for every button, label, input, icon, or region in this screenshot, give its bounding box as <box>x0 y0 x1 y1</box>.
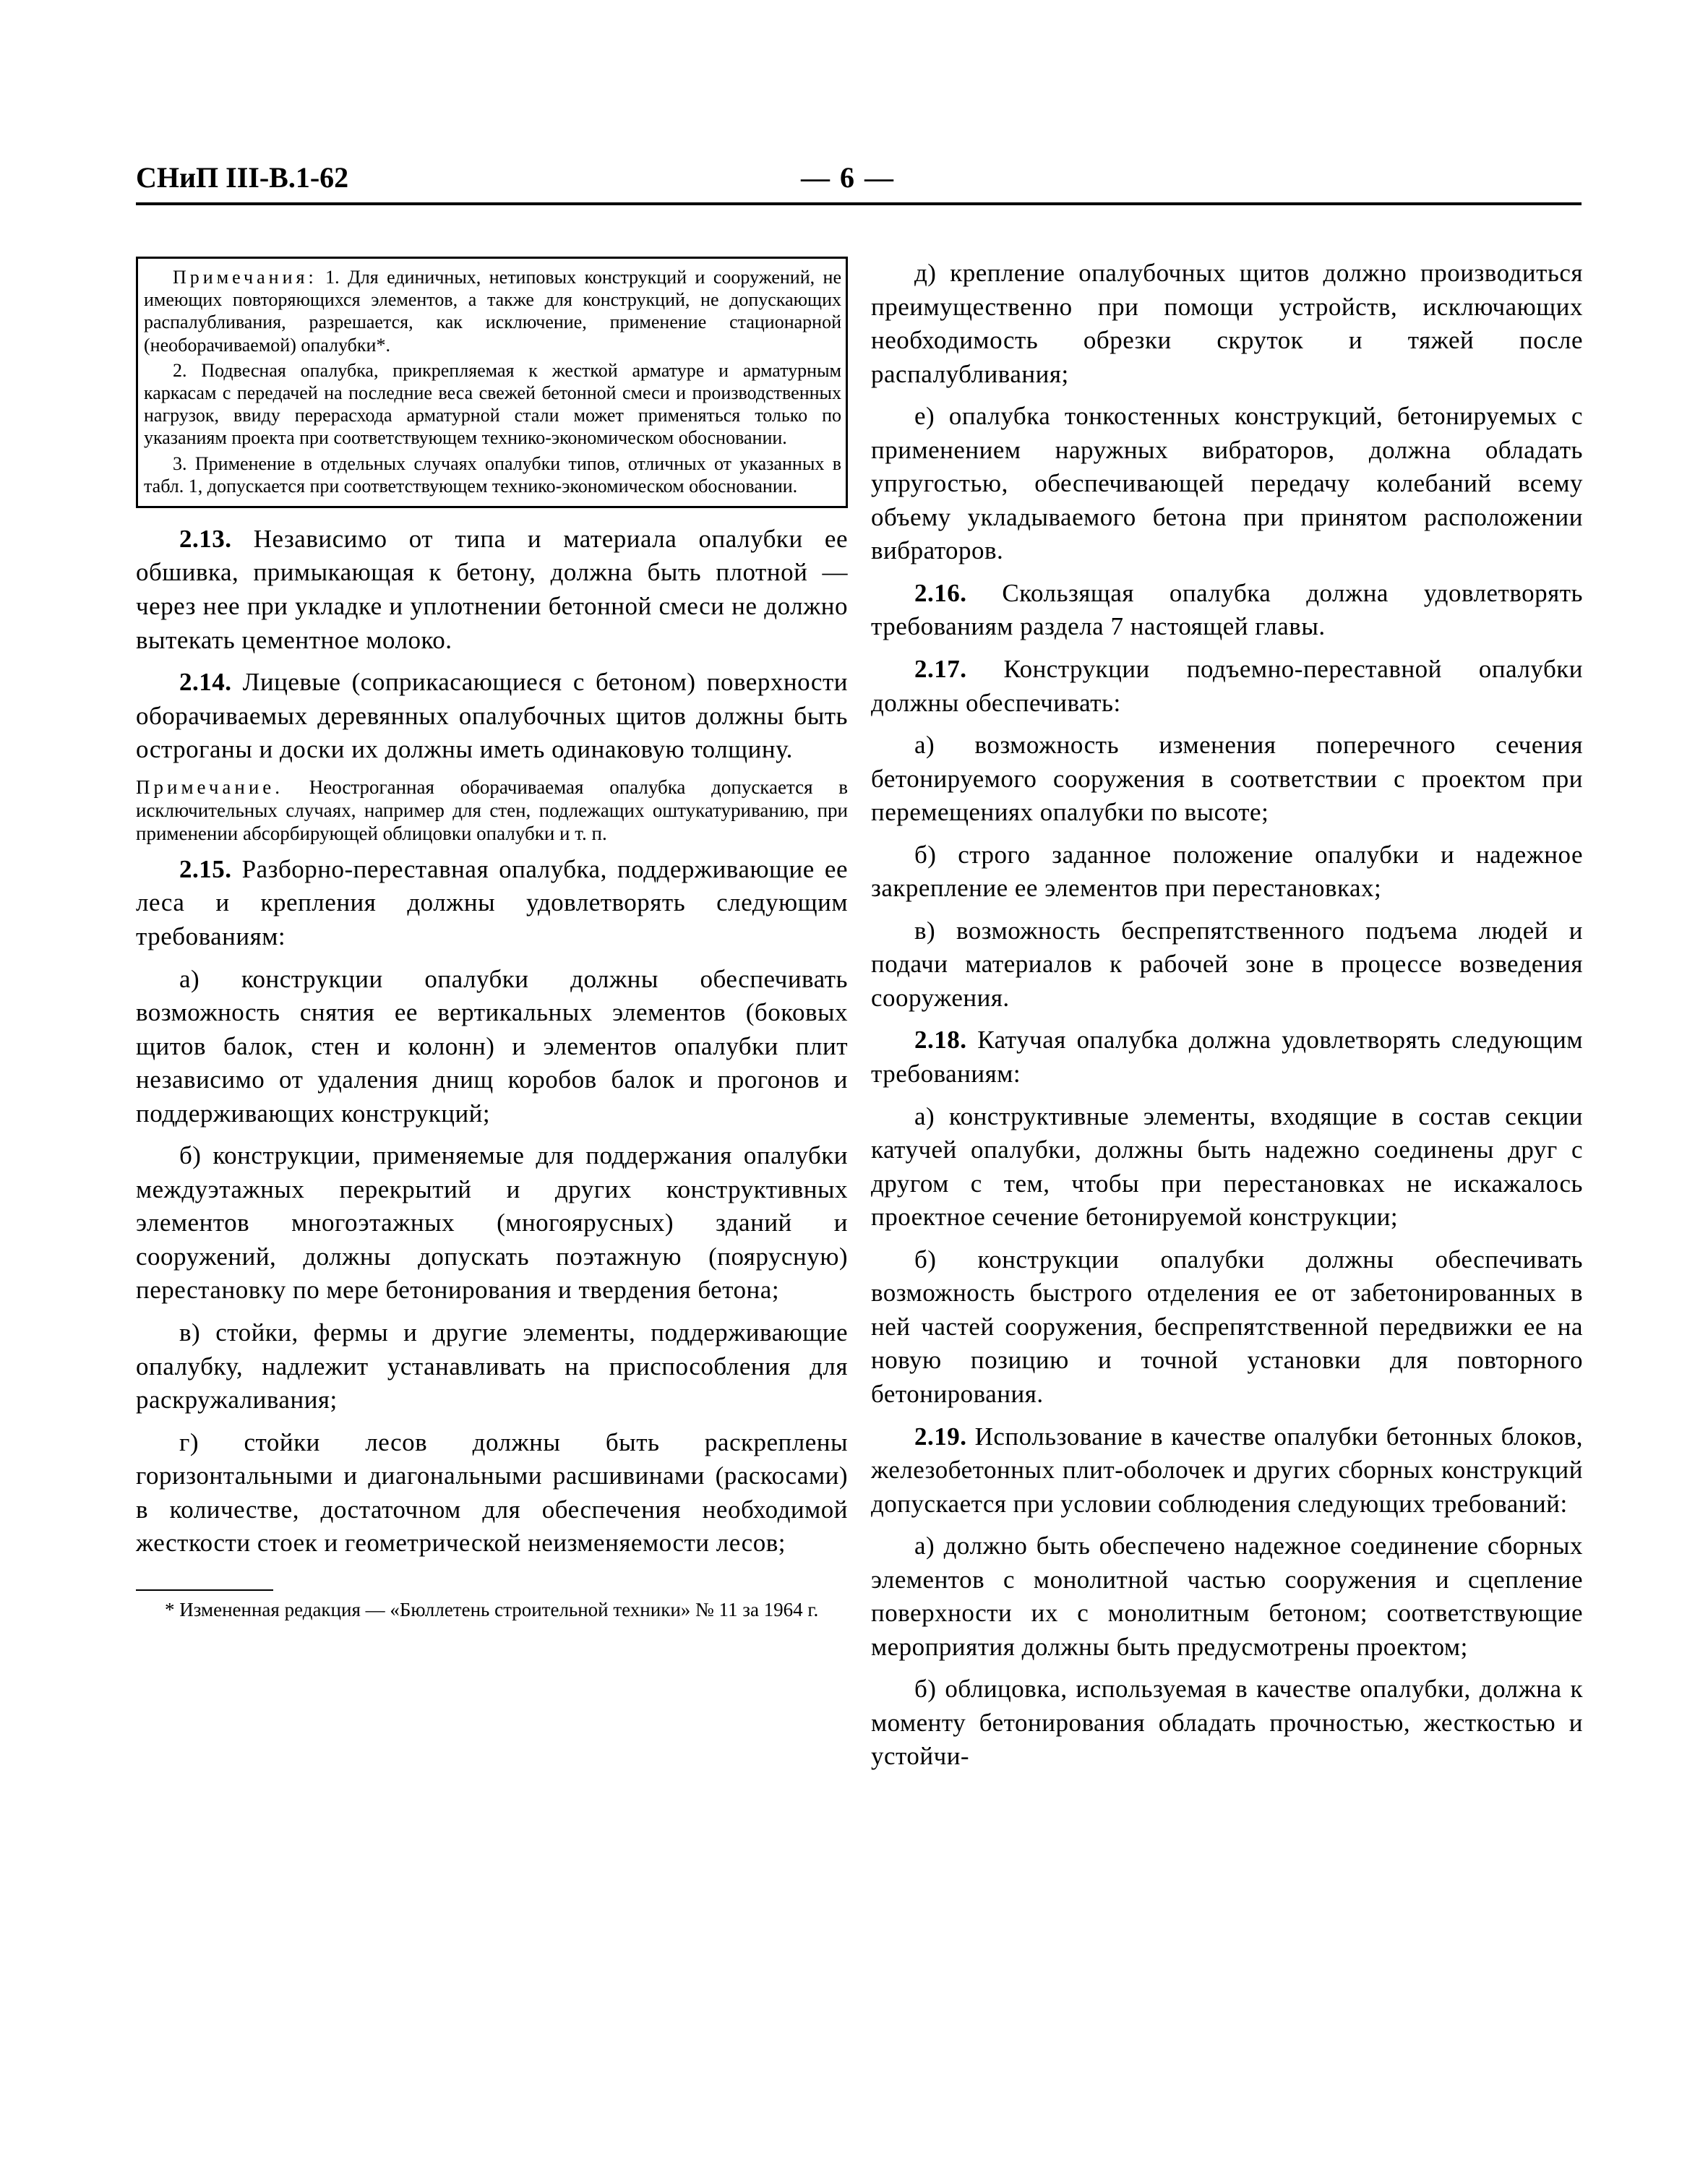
paragraph-2-13 <box>136 523 848 657</box>
clause-number: 2.16. <box>914 578 967 607</box>
item-2-17-a: а) возможность изменения поперечного сечения бетонируемого сооружения в соответствии с проектом при перемещениях опалубки по высоте; <box>871 731 1583 827</box>
item-2-17-v: в) возможность беспрепятственного подъема людей и подачи материалов к рабочей зоне в процессе возведения сооружения. <box>871 916 1583 1012</box>
document-code: СНиП III-В.1-62 <box>136 161 349 194</box>
item-2-19-b: б) облицовка, используемая в качестве опалубки, должна к моменту бетонирования обладать прочностью, жесткостью и устойчи- <box>871 1675 1583 1771</box>
clause-number: 2.15. <box>179 854 232 883</box>
item-2-17-b: б) строго заданное положение опалубки и надежное закрепление ее элементов при перестановках; <box>871 840 1583 903</box>
item-2-18-a: а) конструктивные элементы, входящие в состав секции катучей опалубки, должны быть надежно соединены друг с другом с тем, чтобы при перестановках не искажалось проектное сечение бетонируемой конструкции; <box>871 1102 1583 1232</box>
paragraph-2-19 <box>871 1420 1583 1521</box>
paragraph-2-16 <box>871 577 1583 644</box>
item-2-15-e: е) опалубка тонкостенных конструкций, бетонируемых с применением наружных вибраторов, должна обладать упругостью, обеспечивающей передачу колебаний всему объему укладываемого бетона при принятом расположении вибраторов. <box>871 402 1583 565</box>
clause-number: 2.14. <box>179 668 232 697</box>
item-2-18-b: б) конструкции опалубки должны обеспечивать возможность быстрого отделения ее от забетонированных в ней частей сооружения, беспрепятственной передвижки ее на новую позицию и точной установки для повторного бетонирования. <box>871 1245 1583 1408</box>
clause-text: Разборно-переставная опалубка, поддерживающие ее леса и крепления должны удовлетворять следующим требованиям: <box>136 854 848 950</box>
note-3: 3. Применение в отдельных случаях опалубки типов, отличных от указанных в табл. 1, допускается при соответствующем технико-экономическом обосновании. <box>144 452 841 497</box>
note-2-14 <box>136 776 848 846</box>
clause-number: 2.19. <box>914 1422 967 1451</box>
notes-box <box>136 257 848 508</box>
clause-text: Использование в качестве опалубки бетонных блоков, железобетонных плит-оболочек и других сборных конструкций допускается при условии соблюдения следующих требований: <box>871 1422 1583 1518</box>
clause-number: 2.18. <box>914 1026 967 1055</box>
clause-text: Лицевые (соприкасающиеся с бетоном) поверхности оборачиваемых деревянных опалубочных щитов должны быть остроганы и доски их должны иметь одинаковую толщину. <box>136 668 848 764</box>
clause-text: Конструкции подъемно-переставной опалубки должны обеспечивать: <box>871 655 1583 717</box>
paragraph-2-14 <box>136 666 848 767</box>
item-2-15-g: г) стойки лесов должны быть раскреплены горизонтальными и диагональными расшивинами (раскосами) в количестве, достаточном для обеспечения необходимой жесткости стоек и геометрической неизменяемости лесов; <box>136 1427 848 1558</box>
item-2-15-a: а) конструкции опалубки должны обеспечивать возможность снятия ее вертикальных элементов (боковых щитов балок, стен и колонн) и элементов опалубки плит независимо от удаления днищ коробов балок и прогонов и поддерживающих конструкций; <box>136 964 848 1128</box>
item-2-15-v: в) стойки, фермы и другие элементы, поддерживающие опалубку, надлежит устанавливать на приспособления для раскружаливания; <box>136 1318 848 1414</box>
right-column <box>871 257 1583 2064</box>
paragraph-2-18 <box>871 1023 1583 1091</box>
left-column <box>136 257 848 2064</box>
note-text: Неостроганная оборачиваемая опалубка допускается в исключительных случаях, например для стен, подлежащих оштукатуриванию, при применении абсорбирующей облицовки опалубки и т. п. <box>136 776 848 845</box>
paragraph-2-17 <box>871 653 1583 720</box>
footnote-rule <box>136 1589 273 1591</box>
item-2-15-b: б) конструкции, применяемые для поддержания опалубки междуэтажных перекрытий и других конструктивных элементов многоэтажных (многоярусных) зданий и сооружений, должны допускать поэтажную (поярусную) перестановку по мере бетонирования и твердения бетона; <box>136 1141 848 1305</box>
paragraph-2-15 <box>136 853 848 954</box>
footnote: * Измененная редакция — «Бюллетень строительной техники» № 11 за 1964 г. <box>165 1598 819 1620</box>
note-2: 2. Подвесная опалубка, прикрепляемая к жесткой арматуре и арматурным каркасам с передачей на последние веса свежей бетонной смеси и производственных нагрузок, ввиду перерасхода арматурной стали может применяться только по указаниям проекта при соответствующем технико-экономическом обосновании. <box>144 359 841 449</box>
note-title: Примечание. <box>136 776 284 798</box>
header-rule <box>136 202 1582 205</box>
note-1-text: 1. Для единичных, нетиповых конструкций и сооружений, не имеющих повторяющихся элементов, а также для конструкций, не допускающих распалубливания, разрешается, как исключение, применение стационарной (необорачиваемой) опалубки*. <box>144 267 842 356</box>
clause-number: 2.13. <box>179 524 232 553</box>
notes-title: Примечания: <box>173 267 317 288</box>
item-2-15-d: д) крепление опалубочных щитов должно производиться преимущественно при помощи устройств, исключающих необходимость обрезки скруток и тяжей после распалубливания; <box>871 259 1583 388</box>
item-2-19-a: а) должно быть обеспечено надежное соединение сборных элементов с монолитной частью сооружения и сцепление поверхности их с монолитным бетоном; соответствующие мероприятия должны быть предусмотрены проектом; <box>871 1532 1583 1661</box>
clause-text: Скользящая опалубка должна удовлетворять требованиям раздела 7 настоящей главы. <box>871 578 1583 641</box>
clause-text: Катучая опалубка должна удовлетворять следующим требованиям: <box>871 1026 1583 1088</box>
clause-number: 2.17. <box>914 655 967 684</box>
clause-text: Независимо от типа и материала опалубки ее обшивка, примыкающая к бетону, должна быть плотной — через нее при укладке и уплотнении бетонной смеси не должно вытекать цементное молоко. <box>136 524 848 654</box>
note-1 <box>144 266 841 356</box>
page-number: — 6 — <box>801 161 895 194</box>
